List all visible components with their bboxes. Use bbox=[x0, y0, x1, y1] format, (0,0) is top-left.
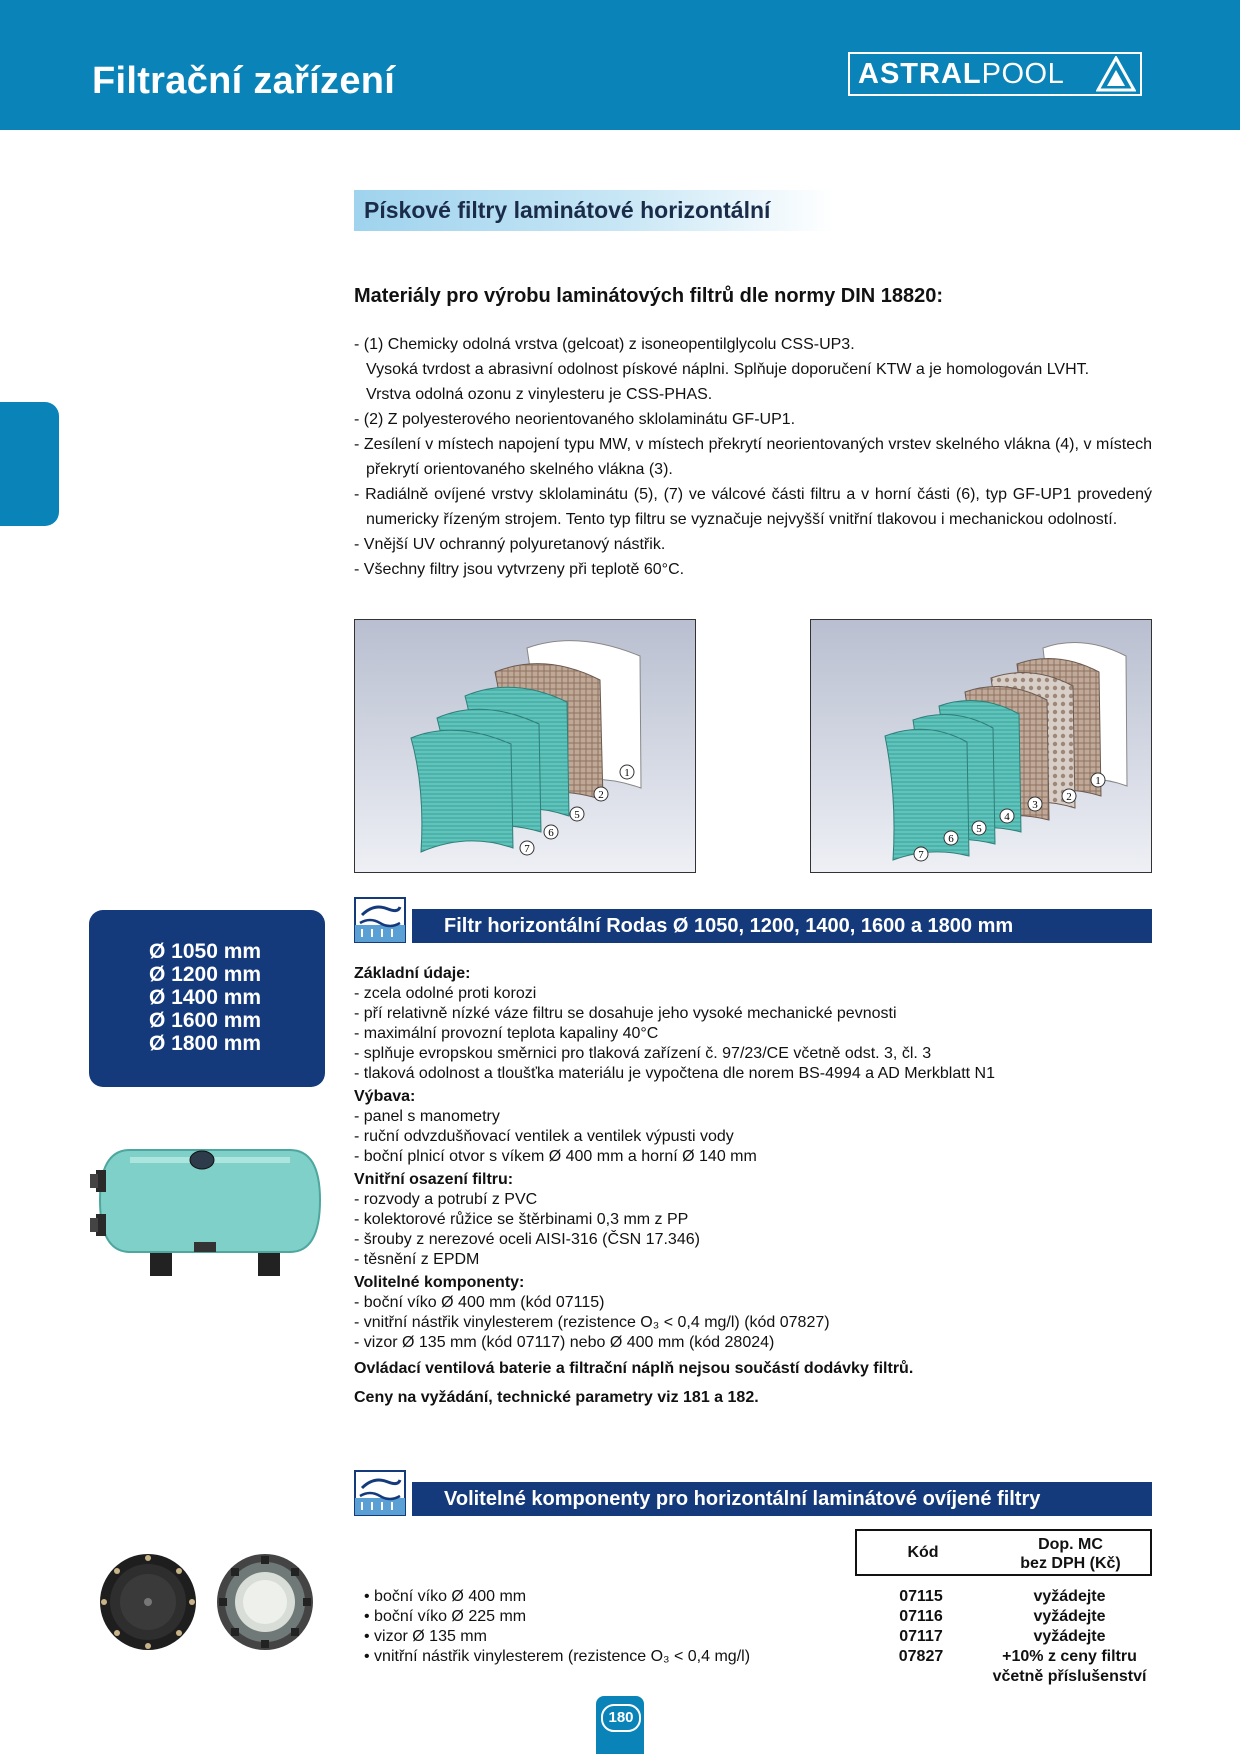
column-price-line1: Dop. MC bbox=[1038, 1536, 1103, 1553]
page-header bbox=[0, 0, 1240, 130]
basic-item: - tlaková odolnost a tloušťka materiálu je vypočtena dle norem BS-4994 a AD Merkblatt N1 bbox=[354, 1065, 995, 1082]
section-title: Pískové filtry laminátové horizontální bbox=[364, 197, 771, 223]
filter-title-bar bbox=[412, 909, 1152, 943]
materials-item: - Zesílení v místech napojení typu MW, v místech překrytí neorientovaných vrstev skelného vlákna (4), v místech překrytí orientovaného skelného vlákna (3). bbox=[354, 436, 1152, 478]
layer-label: 3 bbox=[1032, 799, 1038, 811]
layer-label: 1 bbox=[624, 767, 630, 779]
row-price-note: včetně příslušenství bbox=[992, 1668, 1147, 1685]
side-lid-image bbox=[98, 1552, 198, 1652]
equip-item: - boční plnicí otvor s víkem Ø 400 mm a horní Ø 140 mm bbox=[354, 1148, 757, 1165]
equip-item: - panel s manometry bbox=[354, 1108, 500, 1125]
row-label: • boční víko Ø 225 mm bbox=[364, 1608, 527, 1625]
optional-item: - vnitřní nástřik vinylesterem (rezistence O₃ < 0,4 mg/l) (kód 07827) bbox=[354, 1314, 830, 1331]
row-price: vyžádejte bbox=[1033, 1588, 1106, 1605]
materials-item: - Všechny filtry jsou vytvrzeny při teplotě 60°C. bbox=[354, 561, 685, 578]
page-number-tab bbox=[596, 1696, 644, 1754]
layer-label: 4 bbox=[1004, 811, 1010, 823]
materials-item: - (1) Chemicky odolná vrstva (gelcoat) z isoneopentilglycolu CSS-UP3. bbox=[354, 336, 855, 353]
page-title: Filtrační zařízení bbox=[92, 60, 396, 102]
page-number: 180 bbox=[601, 1704, 641, 1732]
diameter-item: Ø 1800 mm bbox=[149, 1032, 262, 1055]
optional-item: - vizor Ø 135 mm (kód 07117) nebo Ø 400 mm (kód 28024) bbox=[354, 1334, 775, 1351]
layers-illustration bbox=[355, 620, 696, 873]
internal-item: - rozvody a potrubí z PVC bbox=[354, 1191, 538, 1208]
table-row bbox=[364, 1607, 1154, 1627]
row-code: 07116 bbox=[899, 1608, 943, 1625]
materials-item: - Vnější UV ochranný polyuretanový nástřik. bbox=[354, 536, 666, 553]
layer-label: 5 bbox=[574, 809, 580, 821]
diameter-item: Ø 1600 mm bbox=[149, 1009, 262, 1032]
table-row bbox=[364, 1627, 1154, 1647]
components-title-bar bbox=[412, 1482, 1152, 1516]
diameters-list bbox=[149, 940, 261, 1055]
viewing-window-image bbox=[212, 1552, 318, 1652]
materials-item: - Radiálně ovíjené vrstvy sklolaminátu (5), (7) ve válcové části filtru a v horní části (6), typ GF-UP1 provedený numericky řízeným strojem. Tento typ filtru se vyznačuje nejvyšší vnitřní tlakovou i mechanickou odolností. bbox=[354, 486, 1152, 528]
column-price bbox=[989, 1535, 1152, 1573]
horizontal-filter-image bbox=[90, 1130, 330, 1280]
layer-label: 1 bbox=[1095, 775, 1101, 787]
table-row bbox=[364, 1647, 1154, 1687]
equip-heading: Výbava: bbox=[354, 1088, 416, 1105]
diameter-item: Ø 1050 mm bbox=[149, 940, 262, 963]
basic-item: - pří relativně nízké váze filtru se dosahuje jeho vysoké mechanické pevnosti bbox=[354, 1005, 897, 1022]
layers-illustration bbox=[811, 620, 1152, 873]
row-label: • vizor Ø 135 mm bbox=[364, 1628, 487, 1645]
optional-item: - boční víko Ø 400 mm (kód 07115) bbox=[354, 1294, 605, 1311]
row-code: 07117 bbox=[899, 1628, 943, 1645]
logo-triangle-icon bbox=[1096, 56, 1136, 92]
optional-heading: Volitelné komponenty: bbox=[354, 1274, 525, 1291]
layers-diagram-left bbox=[354, 619, 696, 873]
column-price-line2: bez DPH (Kč) bbox=[1020, 1555, 1121, 1572]
layer-label: 5 bbox=[976, 823, 982, 835]
logo-text-bold: ASTRAL bbox=[858, 57, 982, 90]
materials-list bbox=[354, 332, 1152, 582]
row-code: 07115 bbox=[899, 1588, 943, 1605]
basic-item: - splňuje evropskou směrnici pro tlaková zařízení č. 97/23/CE včetně odst. 3, čl. 3 bbox=[354, 1045, 932, 1062]
components-title: Volitelné komponenty pro horizontální laminátové ovíjené filtry bbox=[444, 1488, 1041, 1510]
layers-diagram-right bbox=[810, 619, 1152, 873]
price-note: Ceny na vyžádání, technické parametry viz 181 a 182. bbox=[354, 1389, 759, 1406]
basic-item: - zcela odolné proti korozi bbox=[354, 985, 537, 1002]
astralpool-logo bbox=[848, 52, 1142, 96]
layer-label: 7 bbox=[524, 843, 530, 855]
basic-heading: Základní údaje: bbox=[354, 965, 471, 982]
layer-label: 2 bbox=[598, 789, 604, 801]
layer-label: 2 bbox=[1066, 791, 1072, 803]
basic-item: - maximální provozní teplota kapaliny 40°C bbox=[354, 1025, 659, 1042]
components-table bbox=[364, 1587, 1154, 1687]
row-label: • boční víko Ø 400 mm bbox=[364, 1588, 527, 1605]
column-code: Kód bbox=[907, 1544, 939, 1561]
diameters-box bbox=[89, 910, 325, 1087]
pool-filter-icon bbox=[354, 897, 406, 943]
logo-text-light: POOL bbox=[981, 57, 1065, 90]
materials-item-cont: Vrstva odolná ozonu z vinylesteru je CSS-PHAS. bbox=[366, 386, 713, 403]
materials-item-cont: Vysoká tvrdost a abrasivní odolnost pískové náplni. Splňuje doporučení KTW a je homologován LVHT. bbox=[366, 361, 1090, 378]
layer-label: 6 bbox=[948, 833, 954, 845]
row-code: 07827 bbox=[898, 1648, 944, 1665]
side-tab-marker bbox=[0, 402, 59, 526]
internal-item: - těsnění z EPDM bbox=[354, 1251, 480, 1268]
internal-heading: Vnitřní osazení filtru: bbox=[354, 1171, 514, 1188]
internal-item: - šrouby z nerezové oceli AISI-316 (ČSN 17.346) bbox=[354, 1231, 700, 1248]
filter-details bbox=[354, 961, 1154, 1408]
row-price: vyžádejte bbox=[1033, 1608, 1106, 1625]
layer-label: 6 bbox=[548, 827, 554, 839]
delivery-note: Ovládací ventilová baterie a filtrační náplň nejsou součástí dodávky filtrů. bbox=[354, 1360, 914, 1377]
components-table-header bbox=[855, 1529, 1152, 1576]
materials-heading: Materiály pro výrobu laminátových filtrů dle normy DIN 18820: bbox=[354, 285, 944, 307]
materials-item: - (2) Z polyesterového neorientovaného sklolaminátu GF-UP1. bbox=[354, 411, 796, 428]
pool-filter-icon bbox=[354, 1470, 406, 1516]
diameter-item: Ø 1400 mm bbox=[149, 986, 262, 1009]
internal-item: - kolektorové růžice se štěrbinami 0,3 mm z PP bbox=[354, 1211, 689, 1228]
layer-label: 7 bbox=[918, 849, 924, 861]
section-title-bar bbox=[354, 190, 834, 231]
equip-item: - ruční odvzdušňovací ventilek a ventilek výpusti vody bbox=[354, 1128, 734, 1145]
filter-title: Filtr horizontální Rodas Ø 1050, 1200, 1400, 1600 a 1800 mm bbox=[444, 915, 1014, 937]
row-price: vyžádejte bbox=[1033, 1628, 1106, 1645]
diameter-item: Ø 1200 mm bbox=[149, 963, 262, 986]
row-label: • vnitřní nástřik vinylesterem (rezistence O₃ < 0,4 mg/l) bbox=[364, 1648, 751, 1665]
row-price: +10% z ceny filtru bbox=[1002, 1648, 1137, 1665]
table-row bbox=[364, 1587, 1154, 1607]
